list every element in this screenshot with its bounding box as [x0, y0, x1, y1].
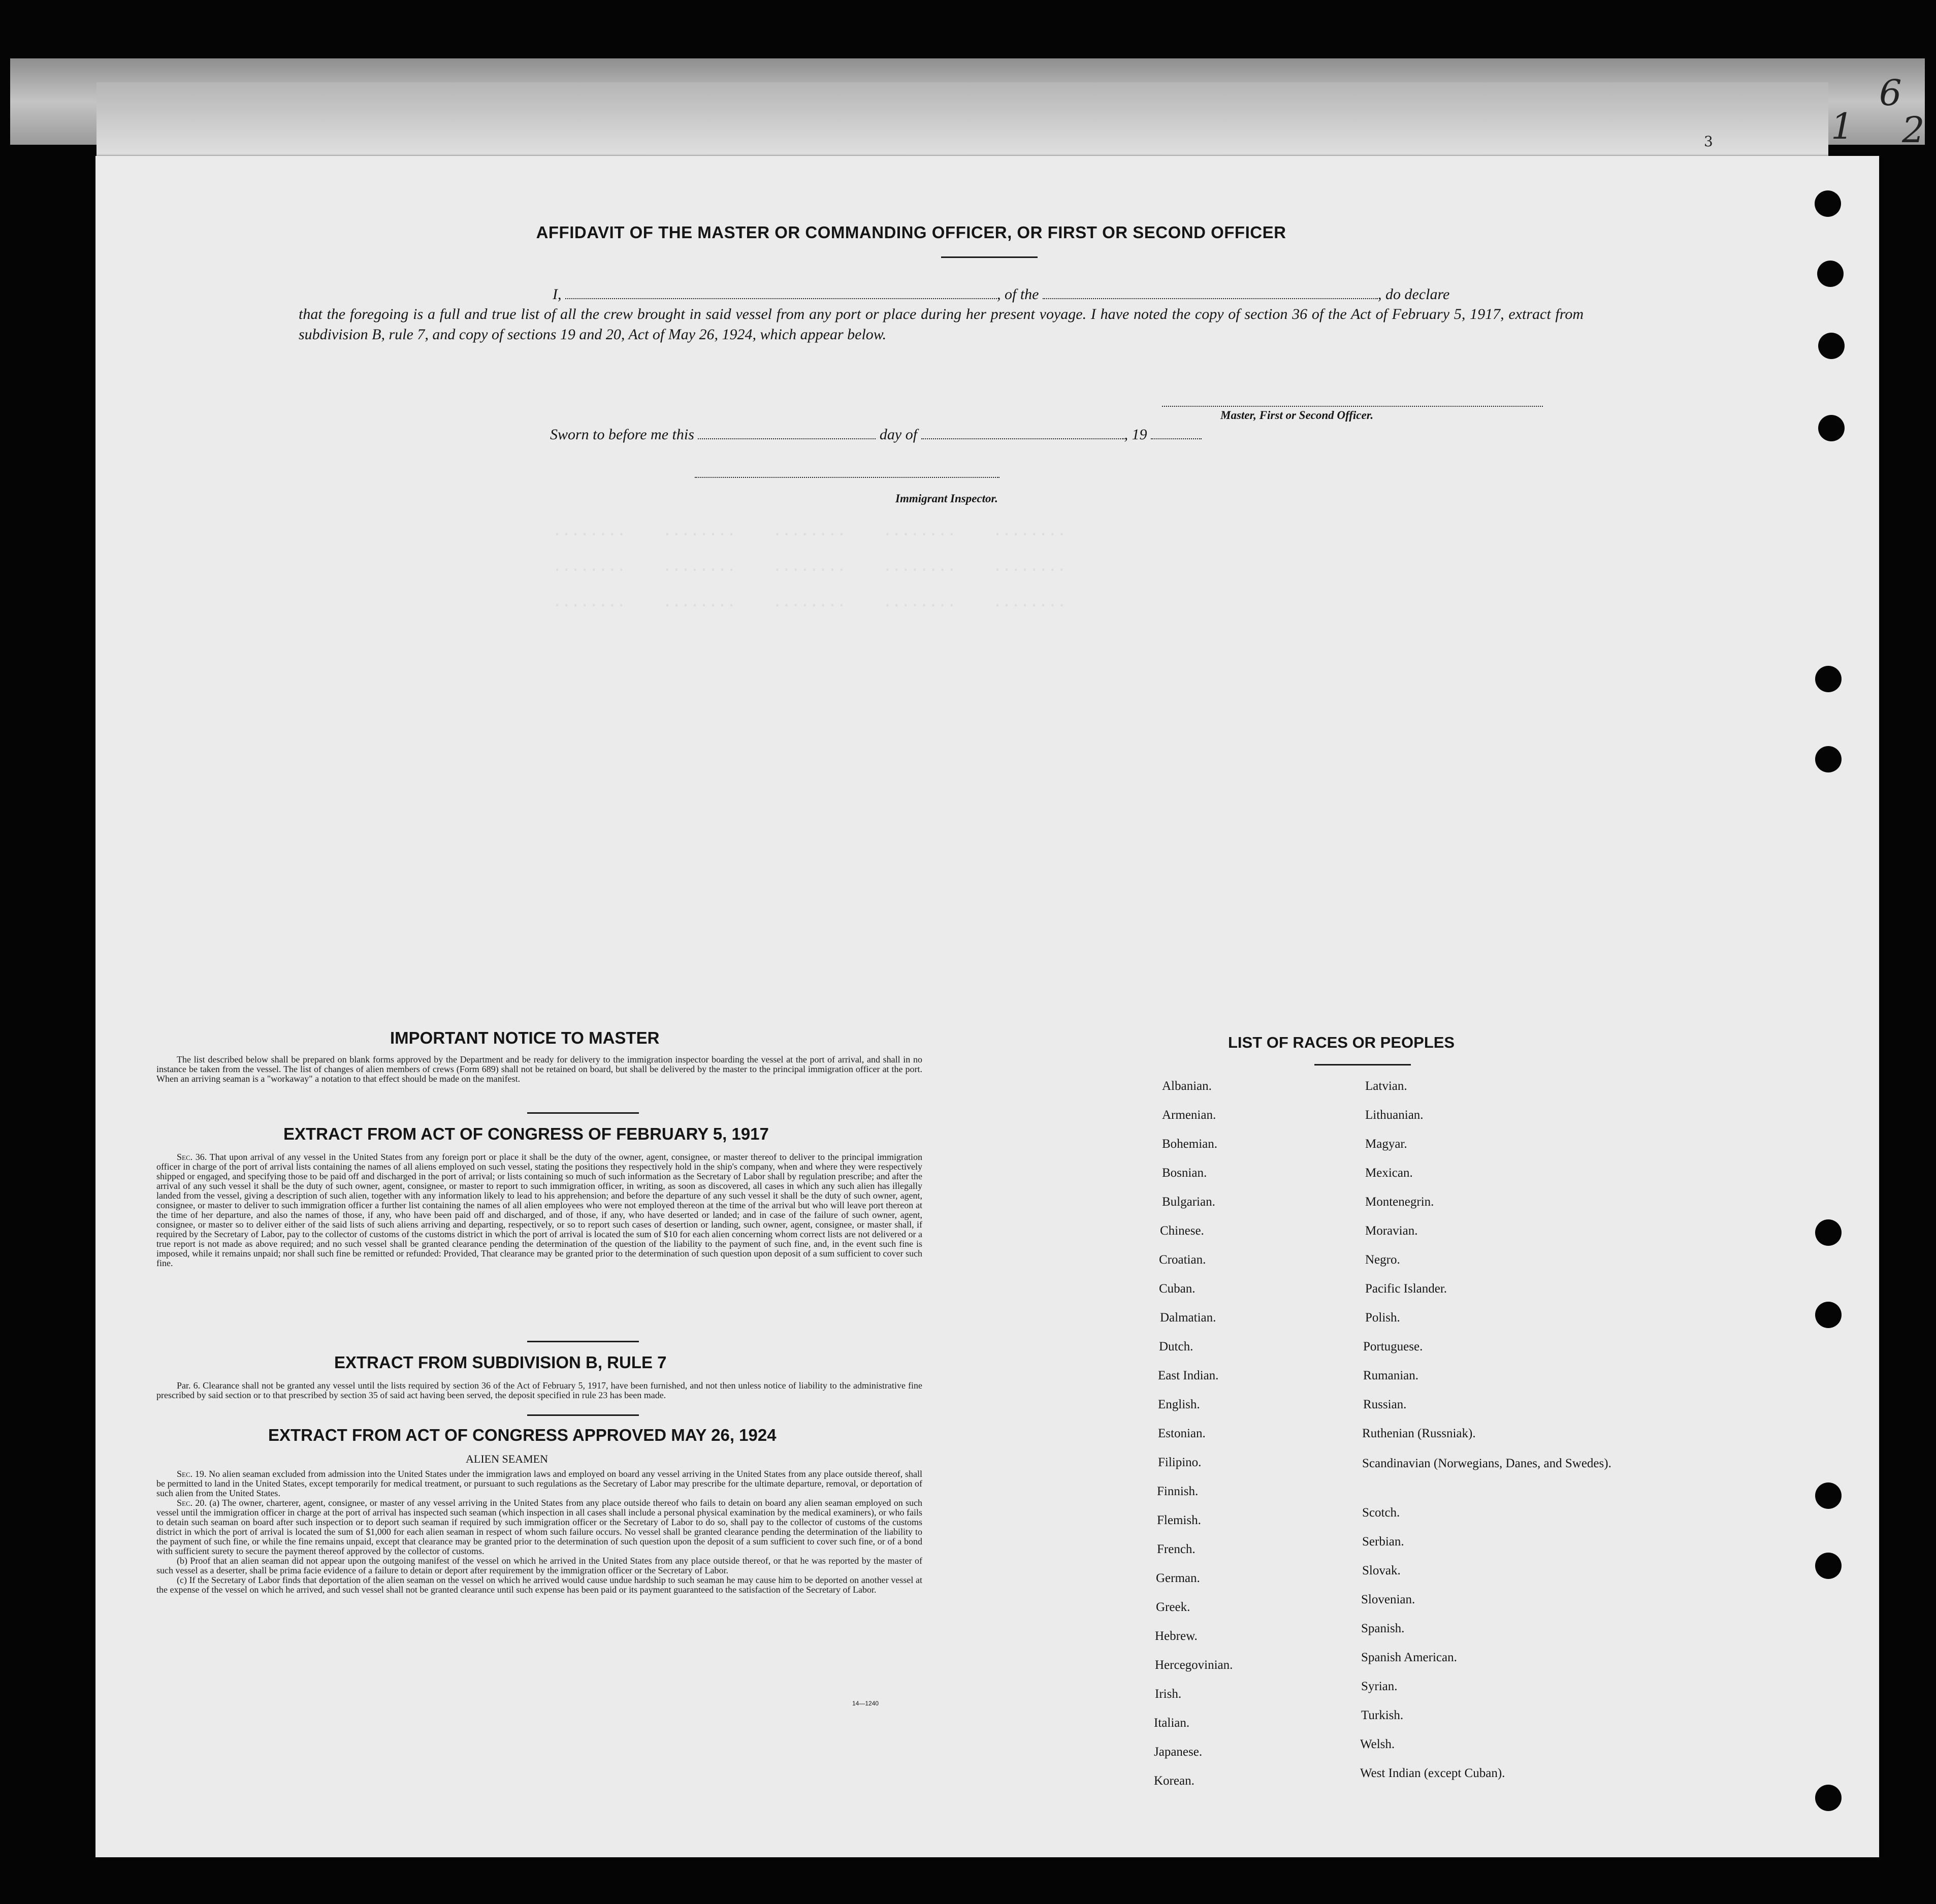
race-item: Korean.: [1154, 1774, 1195, 1788]
sworn-prefix: Sworn to before me this: [550, 426, 694, 443]
race-item: Montenegrin.: [1365, 1195, 1434, 1209]
race-item: Finnish.: [1157, 1485, 1199, 1498]
races-rule: [1314, 1064, 1411, 1066]
section-20a-paragraph: [156, 1498, 922, 1556]
punch-hole: [1815, 1553, 1842, 1579]
sworn-day-of: day of: [879, 426, 918, 443]
race-item: Polish.: [1365, 1311, 1400, 1325]
race-item: Albanian.: [1162, 1079, 1212, 1093]
extract-1924-title: EXTRACT FROM ACT OF CONGRESS APPROVED MAY 26, 1924: [268, 1426, 777, 1444]
race-item: Japanese.: [1154, 1745, 1203, 1759]
race-item: Slovenian.: [1361, 1593, 1415, 1606]
inspector-signature-line[interactable]: [695, 477, 999, 478]
vessel-blank[interactable]: [1043, 284, 1378, 299]
race-item: East Indian.: [1158, 1369, 1219, 1382]
race-item: French.: [1157, 1542, 1196, 1556]
notice-text: [156, 1055, 922, 1084]
section-19-paragraph: [156, 1469, 922, 1498]
race-item: Chinese.: [1160, 1224, 1204, 1238]
form-number: 14—1240: [852, 1700, 879, 1707]
race-item: Welsh.: [1360, 1737, 1395, 1751]
sworn-year-prefix: , 19: [1124, 426, 1147, 443]
section-20b-paragraph: (b) Proof that an alien seaman did not appear upon the outgoing manifest of the vessel on which he arrived in the United States from any place outside thereof, or that he was reported by the master of such vessel as a deserter, shall be prima facie evidence of a failure to detain or deport after requirement by the immigration officer or the Secretary of Labor.: [156, 1556, 922, 1575]
race-item: Bulgarian.: [1162, 1195, 1215, 1209]
race-item: Mexican.: [1365, 1166, 1413, 1180]
page-mark-3: 3: [1704, 133, 1713, 150]
race-item: Filipino.: [1158, 1456, 1202, 1469]
punch-hole: [1815, 1482, 1842, 1509]
race-item: Ruthenian (Russniak).: [1362, 1427, 1476, 1440]
punch-hole: [1815, 190, 1841, 217]
race-item: Turkish.: [1361, 1708, 1404, 1722]
affidavit-of-the: , of the: [997, 286, 1039, 303]
race-item: Spanish American.: [1361, 1651, 1457, 1664]
punch-hole: [1815, 1302, 1842, 1328]
punch-hole: [1818, 415, 1845, 441]
section-19-label: Sec. 19.: [177, 1469, 207, 1479]
punch-hole: [1815, 666, 1842, 692]
race-item: Flemish.: [1157, 1513, 1201, 1527]
race-item: Scotch.: [1362, 1506, 1400, 1520]
race-item: Russian.: [1363, 1398, 1407, 1411]
rule-7-title: EXTRACT FROM SUBDIVISION B, RULE 7: [334, 1353, 667, 1372]
race-item: Moravian.: [1365, 1224, 1418, 1238]
page-mark-2: 2: [1902, 109, 1925, 151]
race-item: Rumanian.: [1363, 1369, 1419, 1382]
section-36-label: Sec. 36.: [177, 1152, 207, 1162]
race-item: Syrian.: [1361, 1680, 1398, 1693]
race-item: West Indian (except Cuban).: [1360, 1766, 1505, 1780]
race-item: Pacific Islander.: [1365, 1282, 1447, 1296]
race-item: Spanish.: [1361, 1622, 1405, 1635]
race-item: Serbian.: [1362, 1535, 1404, 1548]
race-item: Italian.: [1154, 1716, 1190, 1730]
race-item: Cuban.: [1159, 1282, 1196, 1296]
title-rule: [941, 256, 1038, 258]
punch-hole: [1817, 261, 1844, 287]
page-mark-6: 6: [1879, 72, 1902, 114]
race-item: Dutch.: [1159, 1340, 1193, 1353]
form-sheet: [95, 156, 1879, 1857]
section-36-paragraph: [156, 1152, 922, 1268]
extract-1917-title: EXTRACT FROM ACT OF CONGRESS OF FEBRUARY 5, 1917: [283, 1124, 769, 1143]
rule-7-rule: [527, 1414, 639, 1416]
notice-title: IMPORTANT NOTICE TO MASTER: [390, 1028, 660, 1047]
punch-hole: [1815, 1219, 1842, 1246]
race-item: Armenian.: [1162, 1108, 1216, 1122]
notice-paragraph: The list described below shall be prepared on blank forms approved by the Department and be ready for delivery to the immigration inspector boarding the vessel at the port of arrival, and shall in no instance be taken from the vessel. The list of changes of alien members of crews (Form 689) shall not be retained on board, but shall be delivered by the master to the principal immigration officer at the port. When an arriving seaman is a "workaway" a notation to that effect should be made on the manifest.: [156, 1054, 922, 1084]
race-item: Estonian.: [1158, 1427, 1206, 1440]
extract-1924-text: [156, 1469, 922, 1595]
rule-7-paragraph: Par. 6. Clearance shall not be granted any vessel until the lists required by section 36 of the Act of February 5, 1917, have been furnished, and not then unless notice of liability to the administrative fine prescribed by said section or to that prescribed by section 35 of said act having been served, the deposit specified in rule 23 has been made.: [156, 1380, 922, 1400]
race-item: English.: [1158, 1398, 1200, 1411]
bleed-through-texture: ........ ........ ........ ........ ........ ........ ........ ........ ........ ........ ........ ........ ........ ........ ........: [553, 522, 1067, 610]
affidavit-do-declare: , do declare: [1378, 286, 1450, 303]
notice-rule: [527, 1112, 639, 1114]
sworn-line: [550, 424, 1202, 443]
races-left-column: [1154, 1079, 1233, 1803]
extract-1917-text: [156, 1152, 922, 1268]
page-mark-1: 1: [1831, 106, 1854, 147]
race-item: Irish.: [1155, 1687, 1182, 1701]
race-item: German.: [1156, 1571, 1200, 1585]
master-signature-label: Master, First or Second Officer.: [1220, 409, 1374, 422]
sworn-year-blank[interactable]: [1151, 424, 1202, 439]
punch-hole: [1815, 1785, 1842, 1811]
inspector-signature-label: Immigrant Inspector.: [895, 492, 998, 505]
section-19-text: No alien seaman excluded from admission into the United States under the immigration laws and employed on board any vessel arriving in the United States from any place outside thereof, shall be permitted to land in the United States, except temporarily for medical treatment, or pursuant to such regulations as the Secretary of Labor may prescribe for the ultimate departure, removal, or deportation of such alien from the United States.: [156, 1469, 923, 1498]
race-item: Croatian.: [1159, 1253, 1206, 1267]
section-20c-paragraph: (c) If the Secretary of Labor finds that deportation of the alien seaman on the vessel on which he arrived would cause undue hardship to such seaman he may cause him to be deported on another vessel at the expense of the vessel on which he arrived, and such vessel shall not be granted clearance until such expense has been paid or its payment guaranteed to the satisfaction of the Secretary of Labor.: [156, 1575, 922, 1595]
races-right-column: [1360, 1079, 1611, 1795]
race-item: Bosnian.: [1162, 1166, 1207, 1180]
affidavit-title: AFFIDAVIT OF THE MASTER OR COMMANDING OFFICER, OR FIRST OR SECOND OFFICER: [536, 223, 1286, 242]
race-item: Greek.: [1156, 1600, 1190, 1614]
section-36-text: That upon arrival of any vessel in the United States from any foreign port or place it shall be the duty of the owner, agent, consignee, or master thereof to deliver to the principal immigration officer in charge of the port of arrival lists containing the names of all aliens employed on such vessel, stating the positions they respectively hold in the ship's company, when and where they were respectively shipped or engaged, and specifying those to be paid off and discharged in the port of arrival; or lists containing so much of such information as the Secretary of Labor shall by regulation prescribe; and after the arrival of any such vessel it shall be the duty of such owner, agent, consignee, or master to report to such immigration officer, in writing, as soon as discovered, all cases in which any such alien has illegally landed from the vessel, giving a description of such alien, together with any information likely to lead to his apprehension; and before the departure of any such vessel it shall be the duty of such owner, agent, consignee, or master to deliver to such immigration officer a further list containing the names of all alien employees who were not employed thereon at the time of the arrival but who will leave port thereon at the time of her departure, and also the names of those, if any, who have been paid off and discharged, and of those, if any, who have deserted or landed; and in case of the failure of such owner, agent, consignee, or master so to deliver either of the said lists of such aliens arriving and departing, respectively, or so to report such cases of desertion or landing, such owner, agent, consignee, or master shall, if required by the Secretary of Labor, pay to the collector of customs of the customs district in which the port of arrival is located the sum of $10 for each alien concerning whom correct lists are not delivered or a true report is not made as above required; and no such vessel shall be granted clearance pending the determination of the question of the liability to the payment of such fine, and, in the event such fine is imposed, while it remains unpaid; nor shall such fine be remitted or refunded: Provided, That clearance may be granted prior to the determination of such question upon deposit of a sum sufficient to cover such fine.: [156, 1152, 922, 1268]
affidavit-body: that the foregoing is a full and true list of all the crew brought in said vessel from any port or place during her present voyage. I have noted the copy of section 36 of the Act of February 5, 1917, extract from subdivision B, rule 7, and copy of sections 19 and 20, Act of May 26, 1924, which appear below.: [299, 306, 1584, 343]
punch-hole: [1818, 333, 1845, 359]
section-20-label: Sec. 20.: [177, 1498, 207, 1508]
affidavit-declaration-line: [553, 284, 1449, 303]
rule-7-text: [156, 1381, 922, 1400]
alien-seamen-subtitle: ALIEN SEAMEN: [466, 1453, 548, 1465]
master-signature-line[interactable]: [1162, 406, 1543, 407]
punch-hole: [1815, 746, 1842, 772]
race-item: Hercegovinian.: [1155, 1658, 1233, 1672]
race-item: Lithuanian.: [1365, 1108, 1424, 1122]
race-item: Slovak.: [1362, 1564, 1401, 1577]
sworn-month-blank[interactable]: [921, 424, 1124, 439]
race-item: Scandinavian (Norwegians, Danes, and Swedes).: [1362, 1457, 1611, 1470]
name-blank[interactable]: [565, 284, 997, 299]
race-item: Hebrew.: [1155, 1629, 1198, 1643]
race-item: Negro.: [1365, 1253, 1400, 1267]
race-item: Latvian.: [1365, 1079, 1407, 1093]
section-20a-text: (a) The owner, charterer, agent, consignee, or master of any vessel arriving in the United States from any place outside thereof who fails to detain on board any alien seaman employed on such vessel until the immigration officer in charge at the port of arrival has inspected such seaman (which inspection in all cases shall include a personal physical examination by the medical examiners), or who fails to detain such seaman on board after such inspection or to deport such seaman if required by such immigration officer or the Secretary of Labor to do so, shall pay to the collector of customs of the customs district in which the port of arrival is located the sum of $1,000 for each alien seaman in respect of whom such failure occurs. No vessel shall be granted clearance pending the determination of the liability to the payment of such fine, or while the fine remains unpaid, except that clearance may be granted prior to the determination of such question upon the deposit of a sum sufficient to cover such fine, or of a bond with sufficient surety to secure the payment thereof approved by the collector of customs.: [156, 1498, 923, 1556]
underlying-page-edge-2: [96, 82, 1828, 164]
races-title: LIST OF RACES OR PEOPLES: [1228, 1034, 1455, 1051]
race-item: Magyar.: [1365, 1137, 1407, 1151]
sworn-day-blank[interactable]: [698, 424, 876, 439]
race-item: Dalmatian.: [1160, 1311, 1216, 1325]
affidavit-i: I,: [553, 286, 562, 303]
race-item: Portuguese.: [1363, 1340, 1423, 1353]
race-item: Bohemian.: [1162, 1137, 1218, 1151]
extract-1917-rule: [527, 1341, 639, 1342]
